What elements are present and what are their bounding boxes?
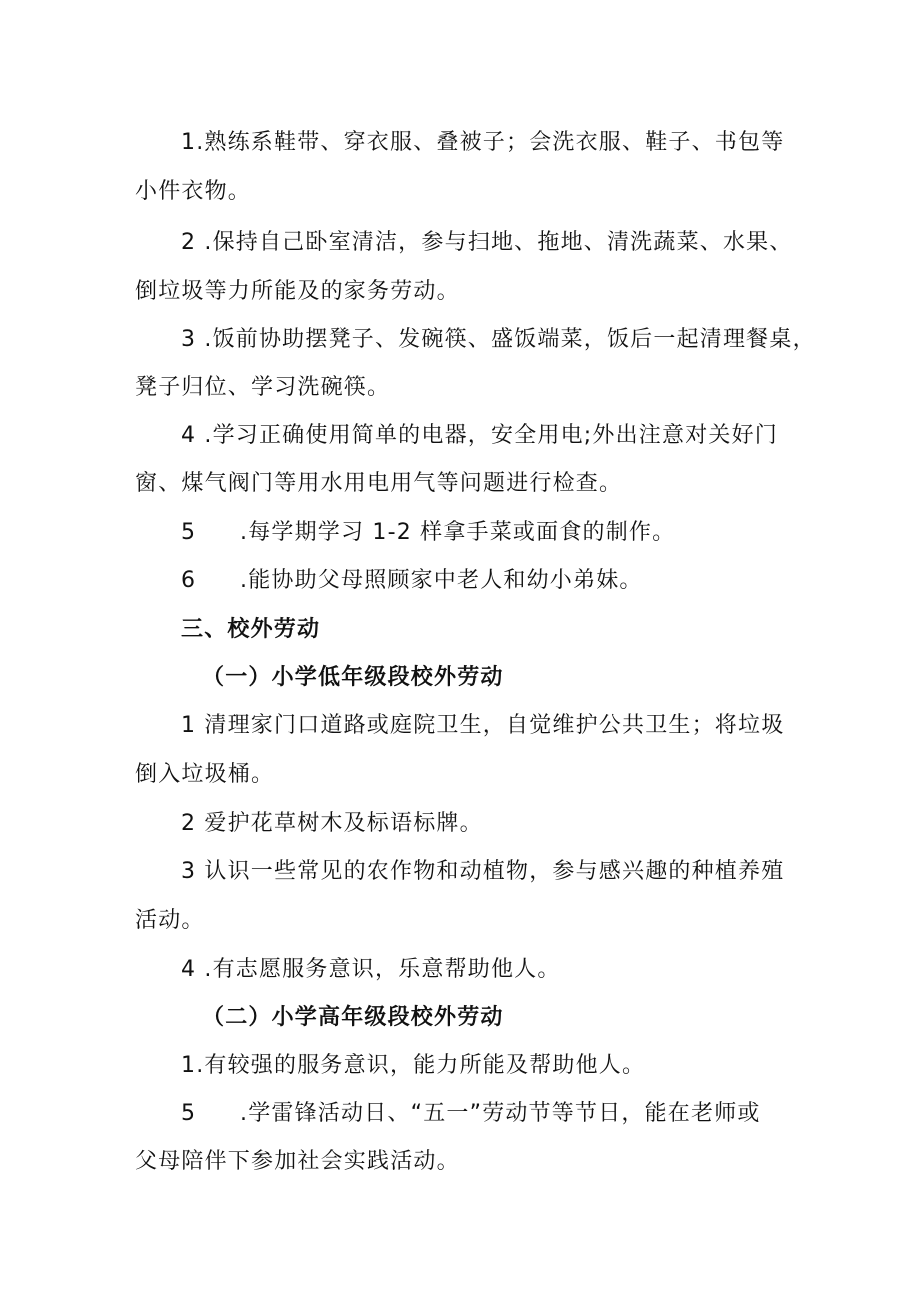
sub-2-item-1: 1.有较强的服务意识，能力所能及帮助他人。 — [181, 1053, 646, 1078]
sub-1-item-2: 2 爱护花草树木及标语标牌。 — [181, 811, 483, 836]
sub-1-item-3-line-1: 3 认识一些常见的农作物和动植物，参与感兴趣的种植养殖 — [181, 859, 785, 884]
item-1-line-2: 小件衣物。 — [135, 179, 252, 204]
item-4-line-1: 4 .学习正确使用简单的电器，安全用电;外出注意对关好门 — [181, 423, 778, 448]
sub-2-item-2-line-2: 父母陪伴下参加社会实践活动。 — [135, 1149, 460, 1174]
section-3-heading: 三、校外劳动 — [181, 617, 321, 642]
item-2-line-1: 2 .保持自己卧室清洁，参与扫地、拖地、清洗蔬菜、水果、 — [181, 230, 793, 255]
item-5-text: .每学期学习 1-2 样拿手菜或面食的制作。 — [240, 520, 676, 545]
sub-1-item-1-line-1: 1 清理家门口道路或庭院卫生，自觉维护公共卫生；将垃圾 — [181, 713, 785, 738]
item-3-line-1: 3 .饭前协助摆凳子、发碗筷、盛饭端菜，饭后一起清理餐桌， — [181, 327, 816, 352]
sub-1-item-1-line-2: 倒入垃圾桶。 — [135, 762, 275, 787]
item-6-text: .能协助父母照顾家中老人和幼小弟妹。 — [240, 568, 643, 593]
sub-1-item-4: 4 .有志愿服务意识，乐意帮助他人。 — [181, 957, 561, 982]
item-2-line-2: 倒垃圾等力所能及的家务劳动。 — [135, 279, 460, 304]
sub-2-item-2-text: .学雷锋活动日、“五一”劳动节等节日，能在老师或 — [240, 1101, 761, 1126]
item-1-line-1: 1.熟练系鞋带、穿衣服、叠被子；会洗衣服、鞋子、书包等 — [181, 130, 785, 155]
sub-1-heading: （一）小学低年级段校外劳动 — [202, 665, 504, 690]
sub-1-item-3-line-2: 活动。 — [135, 908, 205, 933]
item-4-line-2: 窗、煤气阀门等用水用电用气等问题进行检查。 — [135, 471, 623, 496]
item-3-line-2: 凳子归位、学习洗碗筷。 — [135, 375, 391, 400]
item-6-number: 6 — [181, 568, 197, 593]
item-5-number: 5 — [181, 520, 197, 545]
sub-2-heading: （二）小学高年级段校外劳动 — [202, 1005, 504, 1030]
sub-2-item-2-number: 5 — [181, 1101, 197, 1126]
